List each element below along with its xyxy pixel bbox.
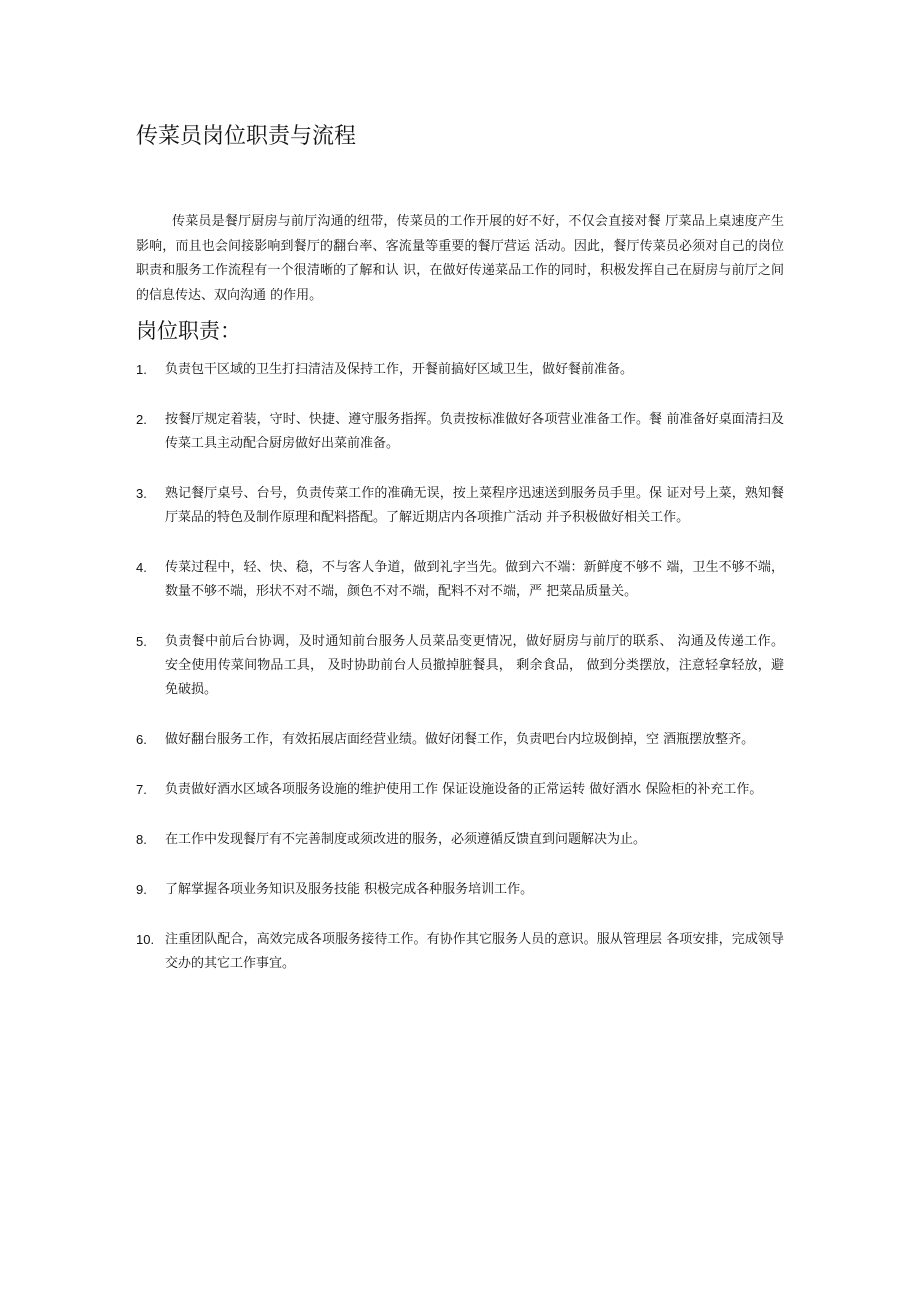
duty-item-10 <box>136 928 784 976</box>
duty-number: 2. <box>136 412 147 427</box>
document-title: 传菜员岗位职责与流程 <box>136 124 357 149</box>
duty-text: 做好翻台服务工作，有效拓展店面经营业绩。做好闭餐工作，负责吧台内垃圾倒掉，空 酒瓶摆放整齐。 <box>165 732 755 747</box>
duty-number: 8. <box>136 832 147 847</box>
duties-list <box>136 358 784 1002</box>
duty-item-9 <box>136 878 784 902</box>
intro-paragraph: 传菜员是餐厅厨房与前厅沟通的纽带，传菜员的工作开展的好不好，不仅会直接对餐 厅菜品上桌速度产生影响，而且也会间接影响到餐厅的翻台率、客流量等重要的餐厅营运 活动。因此，餐厅传菜员必须对自己的岗位职责和服务工作流程有一个很清晰的了解和认 识，在做好传递菜品工作的同时，积极发挥自己在厨房与前厅之间的信息传达、双向沟通 的作用。 <box>136 214 784 303</box>
section-heading-duties: 岗位职责： <box>136 319 241 343</box>
duty-text: 了解掌握各项业务知识及服务技能 积极完成各种服务培训工作。 <box>165 882 534 897</box>
duty-item-4 <box>136 556 784 604</box>
duty-number: 6. <box>136 732 147 747</box>
duty-text: 负责包干区域的卫生打扫清洁及保持工作，开餐前搞好区域卫生，做好餐前准备。 <box>165 362 634 377</box>
duty-text: 注重团队配合，高效完成各项服务接待工作。有协作其它服务人员的意识。服从管理层 各项安排，完成领导交办的其它工作事宜。 <box>165 932 784 971</box>
duty-text: 在工作中发现餐厅有不完善制度或须改进的服务，必须遵循反馈直到问题解决为止。 <box>165 832 647 847</box>
duty-number: 3. <box>136 486 147 501</box>
duty-item-8 <box>136 828 784 852</box>
duty-item-6 <box>136 728 784 752</box>
duty-text: 负责餐中前后台协调，及时通知前台服务人员菜品变更情况，做好厨房与前厅的联系、 沟通及传递工作。 安全使用传菜间物品工具， 及时协助前台人员撤掉脏餐具， 剩余食品， 做到分类摆放，注意轻拿轻放，避免破损。 <box>165 634 784 697</box>
duty-item-7 <box>136 778 784 802</box>
duty-text: 熟记餐厅桌号、台号，负责传菜工作的准确无误，按上菜程序迅速送到服务员手里。保 证对号上菜，熟知餐厅菜品的特色及制作原理和配料搭配。了解近期店内各项推广活动 并予积极做好相关工作。 <box>165 486 784 525</box>
duty-text: 按餐厅规定着装，守时、快捷、遵守服务指挥。负责按标准做好各项营业准备工作。餐 前准备好桌面清扫及传菜工具主动配合厨房做好出菜前准备。 <box>165 412 784 451</box>
duty-item-2 <box>136 408 784 456</box>
duty-item-1 <box>136 358 784 382</box>
duty-text: 传菜过程中，轻、快、稳，不与客人争道，做到礼字当先。做到六不端：新鲜度不够不 端，卫生不够不端，数量不够不端，形状不对不端，颜色不对不端，配料不对不端，严 把菜品质量关。 <box>165 560 784 599</box>
duty-number: 7. <box>136 782 147 797</box>
duty-number: 1. <box>136 362 147 377</box>
duty-item-5 <box>136 630 784 702</box>
duty-number: 9. <box>136 882 147 897</box>
duty-item-3 <box>136 482 784 530</box>
duty-text: 负责做好酒水区域各项服务设施的维护使用工作 保证设施设备的正常运转 做好酒水 保险柜的补充工作。 <box>165 782 763 797</box>
duty-number: 10. <box>136 932 155 947</box>
duty-number: 5. <box>136 634 147 649</box>
duty-number: 4. <box>136 560 147 575</box>
